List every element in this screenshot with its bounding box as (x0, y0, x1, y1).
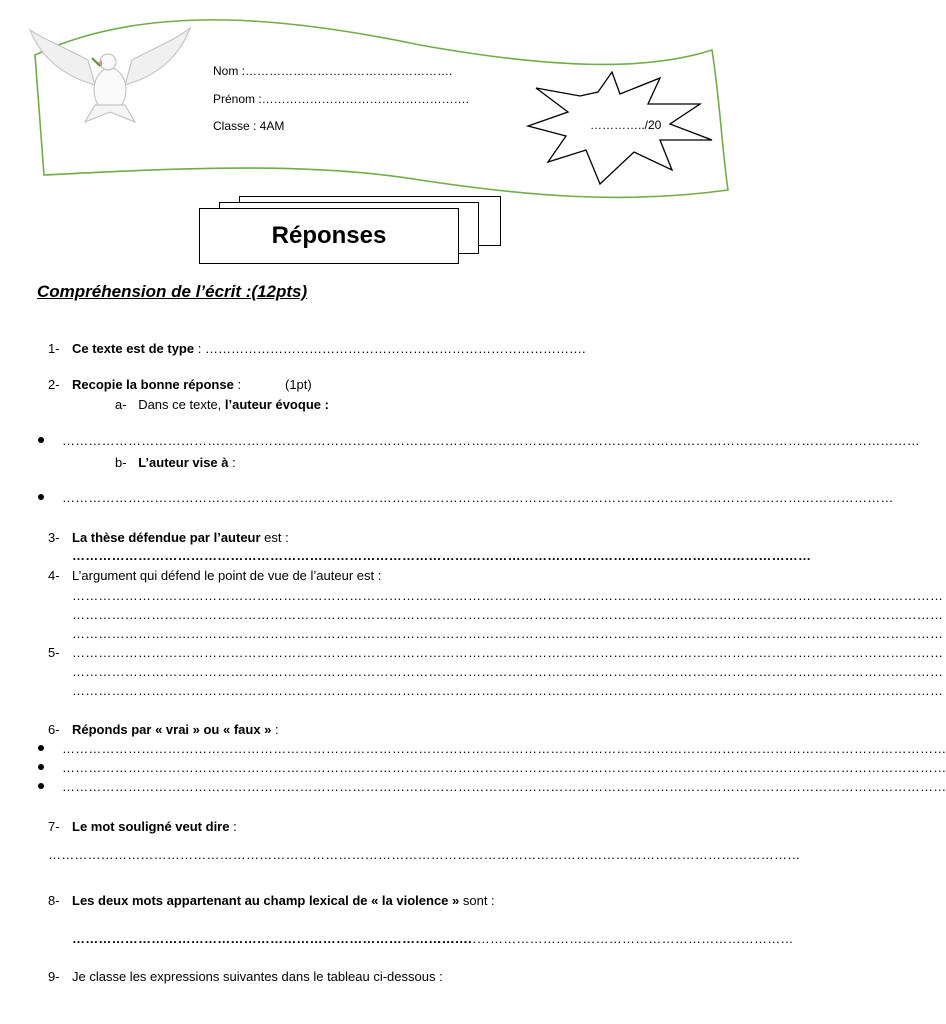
answer-dots[interactable]: : ……………………………………………………………………………. (194, 341, 586, 356)
section-title: Compréhension de l’écrit :(12pts) (37, 282, 308, 301)
sub-question-a (115, 397, 329, 412)
answer-line[interactable]: ……………………………………………………………………………………………………………………………………………………………………………… (72, 626, 944, 641)
question-colon: est : (260, 530, 289, 545)
question-number: 6- (48, 722, 60, 737)
question-8 (48, 893, 495, 908)
sub-colon: : (228, 455, 236, 470)
question-7 (48, 819, 237, 834)
bullet-icon (38, 494, 44, 500)
answer-line[interactable]: ……………………………………………………………………………………………………………………………………………………………………………… (72, 588, 944, 603)
question-number: 2- (48, 377, 60, 392)
question-9 (48, 969, 443, 984)
sub-bold-text: L’auteur vise à (138, 455, 229, 470)
answer-line-2[interactable]: ………………………………………………………………………… (424, 931, 794, 946)
question-text: Recopie la bonne réponse (72, 377, 234, 392)
bullet-icon (38, 783, 44, 789)
question-colon: : (271, 722, 279, 737)
question-6 (48, 722, 279, 737)
answer-line[interactable]: ………………………………………………………………………………………………………………………………………………………………………………… (62, 760, 946, 775)
score-field[interactable]: …………../20 (590, 118, 662, 132)
sub-letter: a- (115, 397, 127, 412)
first-name-field[interactable]: Prénom :……………………………………………. (213, 92, 470, 106)
class-label: Classe : 4AM (213, 119, 285, 133)
bullet-icon (38, 764, 44, 770)
answer-line[interactable]: ……………………………………………………………………………………………………………………………………………………………………………… (72, 607, 944, 622)
name-field[interactable]: Nom :……………………………………………. (213, 64, 453, 78)
question-text: L’argument qui défend le point de vue de l’auteur est : (72, 568, 382, 583)
dove-icon (30, 28, 190, 122)
bullet-icon (38, 745, 44, 751)
question-number: 8- (48, 893, 60, 908)
question-number: 9- (48, 969, 60, 984)
question-text: Le mot souligné veut dire (72, 819, 230, 834)
question-number: 3- (48, 530, 60, 545)
answer-line[interactable]: ………………………………………………………………………………………………………………………………………………………………………………… (62, 741, 946, 756)
bullet-icon (38, 437, 44, 443)
answer-line[interactable]: ……………………………………………………………………………………………………………………………………………………………………………… (72, 683, 944, 698)
question-text: Ce texte est de type (72, 341, 195, 356)
question-1 (48, 341, 586, 356)
question-text: Je classe les expressions suivantes dans le tableau ci-dessous : (72, 969, 443, 984)
answer-line[interactable]: ……………………………………………………………………………………………………………………………………………………… (48, 847, 801, 862)
points-label: (1pt) (285, 377, 312, 392)
question-number: 1- (48, 341, 60, 356)
question-number: 7- (48, 819, 60, 834)
answer-line[interactable]: ……………………………………………………………………………………………………………………………………………………………………… (62, 490, 894, 505)
answer-line[interactable]: ……………………………………………………………………………………………………………………………………………………………………………… (72, 645, 944, 660)
sub-bold-text: l’auteur évoque : (224, 397, 329, 412)
answer-line[interactable]: …………………………………………………………………………………………………………………………………………………… (72, 548, 812, 563)
question-colon: : (233, 377, 242, 392)
question-colon: : (229, 819, 237, 834)
title-box (199, 208, 459, 264)
question-text: Réponds par « vrai » ou « faux » (72, 722, 272, 737)
question-number: 4- (48, 568, 60, 583)
answer-line[interactable]: …………………………………………………………………………………………………………………………………………………………………………… (62, 433, 920, 448)
question-text: Les deux mots appartenant au champ lexical de « la violence » (72, 893, 460, 908)
sub-letter: b- (115, 455, 127, 470)
question-text: La thèse défendue par l’auteur (72, 530, 261, 545)
page-title: Réponses (271, 222, 387, 249)
question-tail: sont : (459, 893, 495, 908)
question-5 (48, 645, 60, 660)
question-2 (48, 377, 242, 392)
question-number: 5- (48, 645, 60, 660)
question-3 (48, 530, 289, 545)
sub-question-b (115, 455, 236, 470)
answer-line-1[interactable]: ………………………………………………………………………………. (72, 931, 472, 946)
question-4 (48, 568, 382, 583)
answer-line[interactable]: ……………………………………………………………………………………………………………………………………………………………………………… (72, 664, 944, 679)
answer-line[interactable]: ………………………………………………………………………………………………………………………………………………………………………………… (62, 779, 946, 794)
sub-text: Dans ce texte, (138, 397, 225, 412)
